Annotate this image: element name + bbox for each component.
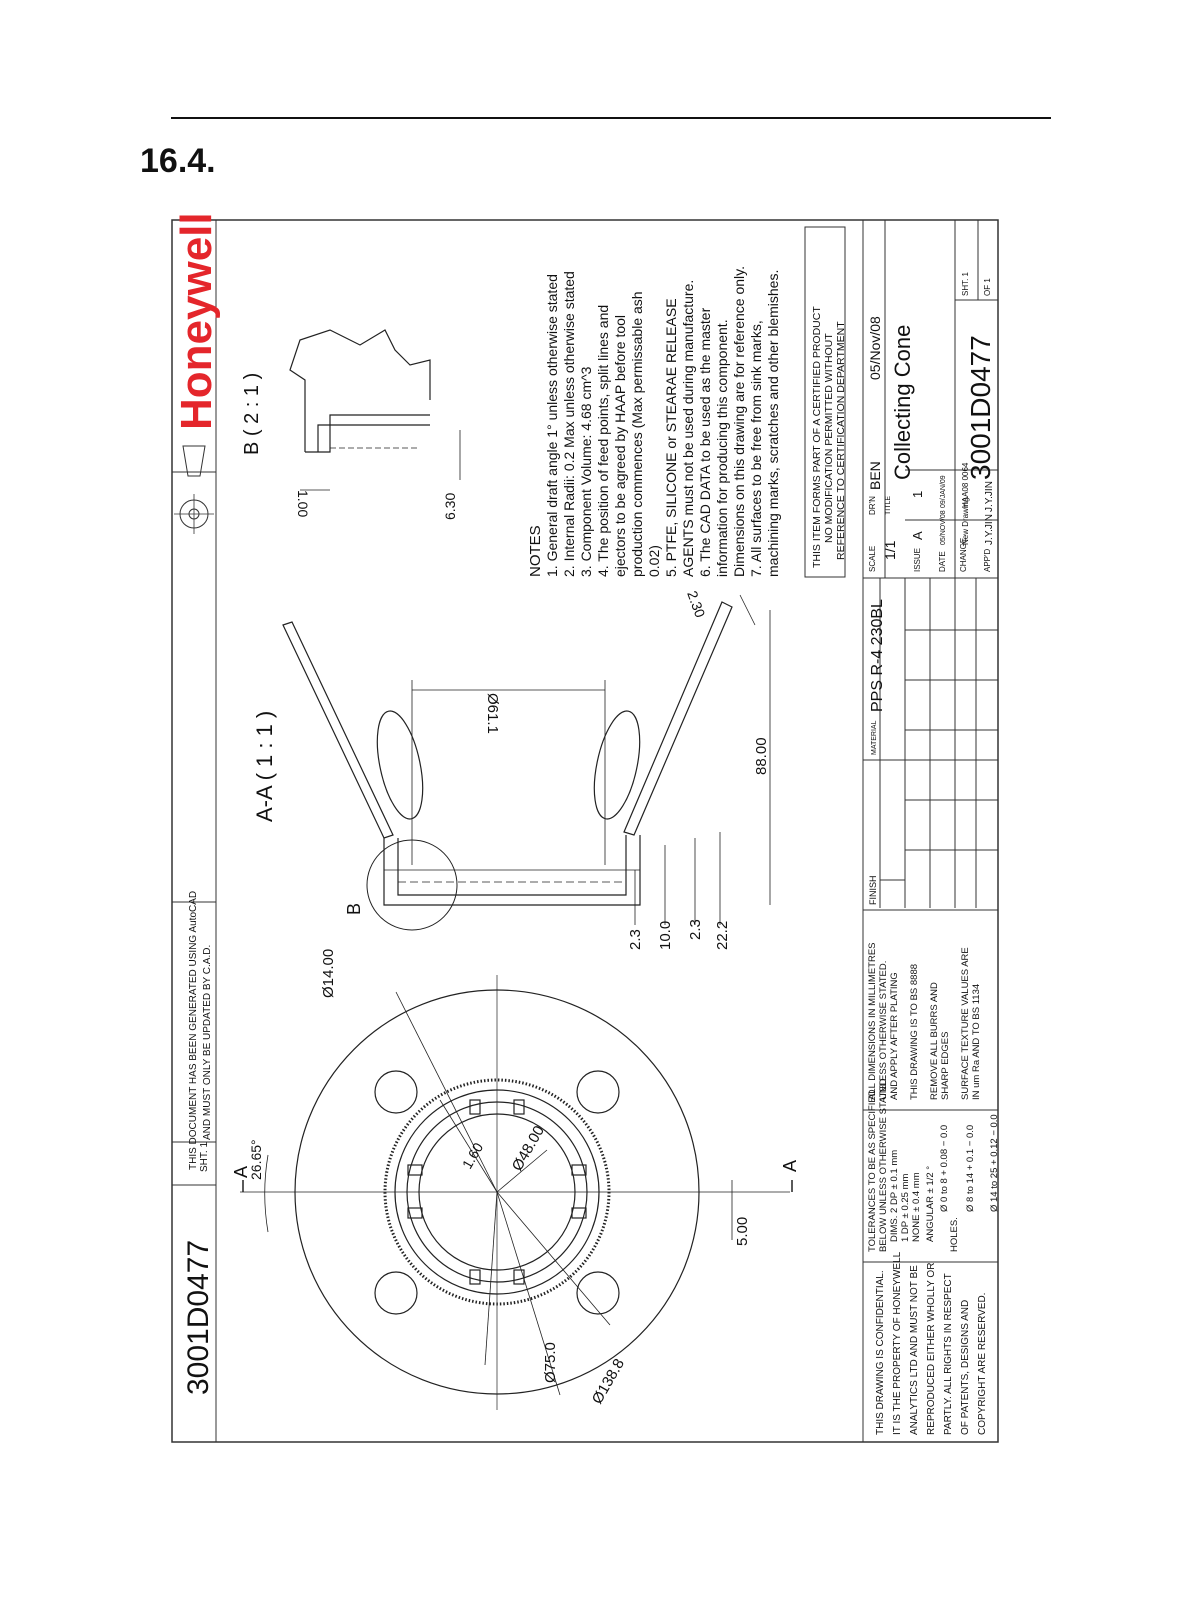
svg-text:SCALE: SCALE (868, 545, 877, 572)
svg-text:AND APPLY AFTER PLATING: AND APPLY AFTER PLATING (889, 972, 900, 1100)
svg-text:Dimensions on this drawing are: Dimensions on this drawing are for reference only. (731, 265, 747, 577)
dim-10 (657, 921, 674, 950)
svg-text:A: A (780, 1159, 800, 1172)
svg-text:NONE ± 0.4 mm: NONE ± 0.4 mm (911, 1172, 922, 1242)
scale-label (868, 546, 877, 572)
svg-text:B ( 2 : 1 ): B ( 2 : 1 ) (241, 372, 263, 455)
drawn-date (867, 316, 883, 380)
header-sheet (199, 1142, 210, 1172)
svg-text:HOLES.: HOLES. (949, 1217, 960, 1252)
mount-hole (375, 1071, 417, 1113)
svg-text:ALL DIMENSIONS IN MILLIMETRES: ALL DIMENSIONS IN MILLIMETRES (867, 942, 878, 1100)
dim-d1-60 (459, 1140, 487, 1172)
svg-text:A: A (231, 1165, 251, 1178)
certified-text (811, 306, 847, 568)
svg-text:Ø 0 to 8 + 0.08 − 0.0: Ø 0 to 8 + 0.08 − 0.0 (939, 1124, 950, 1212)
svg-text:1.00: 1.00 (295, 490, 311, 518)
svg-text:22.2: 22.2 (714, 920, 731, 950)
rev-1-date (940, 475, 947, 508)
svg-text:Ø138.8: Ø138.8 (588, 1355, 629, 1407)
mount-hole (375, 1272, 417, 1314)
svg-text:2.3: 2.3 (687, 919, 704, 940)
confidential-text (875, 1251, 988, 1435)
svg-text:2. Internal Radii: 0.2 Max unl: 2. Internal Radii: 0.2 Max unless otherwise stated (561, 271, 577, 577)
svg-text:information for producing this: information for producing this component. (714, 319, 730, 577)
svg-text:5. PTFE, SILICONE or STEARAE R: 5. PTFE, SILICONE or STEARAE RELEASE (663, 298, 679, 577)
dim-2-3a (627, 929, 644, 950)
svg-text:OF 1: OF 1 (983, 278, 992, 296)
rev-a-date (940, 510, 947, 545)
svg-text:COPYRIGHT ARE RESERVED.: COPYRIGHT ARE RESERVED. (977, 1292, 988, 1435)
svg-text:2.3: 2.3 (627, 929, 644, 950)
svg-text:production commences (Max perm: production commences (Max permissable ash (629, 291, 645, 577)
section-number: 16.4. (140, 142, 216, 180)
dim-1-00 (295, 490, 311, 517)
svg-text:MATERIAL: MATERIAL (871, 720, 878, 755)
dim-d138 (589, 1356, 628, 1407)
svg-text:Ø75.0: Ø75.0 (542, 1342, 559, 1383)
svg-text:UNLESS OTHERWISE STATED.: UNLESS OTHERWISE STATED. (878, 960, 889, 1100)
svg-text:Ø14.00: Ø14.00 (320, 948, 337, 998)
svg-text:TITLE: TITLE (885, 495, 892, 515)
svg-text:TOLERANCES TO BE AS SPECIFIED: TOLERANCES TO BE AS SPECIFIED (867, 1089, 878, 1252)
dim-d48 (509, 1123, 548, 1174)
section-view (283, 595, 770, 930)
svg-text:SURFACE TEXTURE VALUES ARE: SURFACE TEXTURE VALUES ARE (960, 947, 971, 1100)
rev-label-appd (983, 548, 992, 572)
svg-text:Ø 14 to 25 + 0.12 − 0.0: Ø 14 to 25 + 0.12 − 0.0 (989, 1114, 1000, 1212)
svg-text:88.00: 88.00 (753, 737, 770, 775)
svg-text:7. All surfaces to be free fro: 7. All surfaces to be free from sink marks, (748, 320, 764, 577)
rev-1-issue (910, 491, 925, 498)
title-drawing-number (965, 335, 996, 480)
header-drawing-number (182, 1240, 215, 1395)
sheet-of (961, 271, 970, 296)
svg-text:1/1: 1/1 (882, 540, 898, 560)
svg-text:A-A ( 1 : 1 ): A-A ( 1 : 1 ) (252, 710, 277, 822)
general-notes-text (867, 943, 982, 1101)
svg-text:DATE: DATE (938, 551, 947, 572)
svg-text:HAA08 0064: HAA08 0064 (961, 462, 970, 508)
svg-text:05/NOV/08: 05/NOV/08 (940, 510, 947, 545)
svg-text:SHT. 1: SHT. 1 (961, 271, 970, 296)
dim-2-3b (687, 919, 704, 940)
svg-text:J.Y.JIN: J.Y.JIN (984, 514, 995, 545)
svg-text:APP'D: APP'D (983, 548, 992, 572)
scale-value (882, 540, 898, 560)
svg-text:2.30: 2.30 (684, 588, 709, 620)
svg-text:IN um Ra AND TO BS 1134: IN um Ra AND TO BS 1134 (971, 983, 982, 1100)
svg-text:Collecting Cone: Collecting Cone (890, 324, 915, 480)
svg-text:PARTLY. ALL RIGHTS IN RESPECT: PARTLY. ALL RIGHTS IN RESPECT (943, 1273, 954, 1435)
svg-text:OF PATENTS, DESIGNS AND: OF PATENTS, DESIGNS AND (960, 1299, 971, 1435)
mount-hole (577, 1071, 619, 1113)
projection-symbol-icon (174, 446, 214, 534)
rev-label-issue (913, 548, 922, 572)
svg-text:PPS R-4 230BL: PPS R-4 230BL (869, 599, 886, 712)
rev-a-issue (910, 531, 925, 540)
svg-text:A: A (910, 531, 925, 540)
svg-text:SHT. 1: SHT. 1 (199, 1141, 210, 1172)
honeywell-logo (172, 212, 221, 430)
title-label (885, 496, 892, 515)
svg-text:REFERENCE TO CERTIFICATION DEP: REFERENCE TO CERTIFICATION DEPARTMENT (835, 321, 847, 560)
detail-view-title (241, 373, 263, 455)
svg-text:AGENTS must not be used during: AGENTS must not be used during manufacture. (680, 279, 696, 577)
dim-2-30 (684, 589, 708, 620)
svg-text:Ø48.00: Ø48.00 (508, 1122, 549, 1174)
rev-1-appd (984, 481, 995, 512)
svg-text:ANALYTICS LTD AND MUST NOT BE: ANALYTICS LTD AND MUST NOT BE (909, 1265, 920, 1435)
drawing-title (890, 325, 915, 480)
detail-marker (344, 903, 364, 915)
material-label (871, 720, 878, 755)
svg-text:Ø 8 to 14 + 0.1 − 0.0: Ø 8 to 14 + 0.1 − 0.0 (965, 1124, 976, 1212)
svg-text:3001D0477: 3001D0477 (182, 1239, 215, 1395)
dim-d14 (320, 949, 337, 998)
svg-text:3. Component Volume: 4.68 cm^3: 3. Component Volume: 4.68 cm^3 (578, 366, 594, 577)
drn-label (868, 496, 877, 515)
svg-text:New Drawing: New Drawing (961, 497, 970, 545)
svg-text:ISSUE: ISSUE (913, 547, 922, 572)
dim-d5 (734, 1217, 751, 1246)
rev-a-appd (984, 514, 995, 545)
drawn-by (867, 461, 883, 490)
svg-text:3001D0477: 3001D0477 (965, 335, 996, 480)
svg-text:ANGULAR ± 1/2 °: ANGULAR ± 1/2 ° (925, 1165, 936, 1242)
dim-22-2 (714, 921, 731, 950)
svg-text:4. The position of feed points: 4. The position of feed points, split lines and (595, 304, 611, 577)
svg-text:THIS ITEM FORMS PART OF A CERT: THIS ITEM FORMS PART OF A CERTIFIED PRODUCT (811, 306, 823, 568)
svg-text:BEN: BEN (867, 461, 883, 490)
svg-text:machining marks, scratches and: machining marks, scratches and other blemishes. (765, 269, 781, 577)
svg-text:Honeywell: Honeywell (172, 212, 221, 430)
svg-text:0.02): 0.02) (646, 545, 662, 577)
svg-text:IT IS THE PROPERTY OF HONEYWEL: IT IS THE PROPERTY OF HONEYWELL (892, 1251, 903, 1435)
section-marker-bottom (780, 1160, 800, 1172)
svg-text:6. The CAD DATA to be used as: 6. The CAD DATA to be used as the master (697, 307, 713, 577)
finish-label (868, 875, 878, 905)
svg-text:1 DP ± 0.25 mm: 1 DP ± 0.25 mm (900, 1173, 911, 1242)
svg-text:FINISH: FINISH (868, 875, 878, 905)
svg-text:THIS DRAWING IS CONFIDENTIAL.: THIS DRAWING IS CONFIDENTIAL. (875, 1270, 886, 1435)
svg-text:NO MODIFICATION PERMITTED WITH: NO MODIFICATION PERMITTED WITHOUT (823, 333, 835, 543)
svg-text:Ø61.1: Ø61.1 (484, 693, 501, 734)
svg-text:CHANGE: CHANGE (959, 537, 968, 572)
svg-text:05/Nov/08: 05/Nov/08 (867, 316, 883, 380)
svg-text:AND MUST ONLY BE UPDATED BY C.: AND MUST ONLY BE UPDATED BY C.A.D. (202, 944, 213, 1140)
svg-text:ejectors to be agreed by HAAP: ejectors to be agreed by HAAP before tool (612, 314, 628, 577)
svg-text:THIS DOCUMENT HAS BEEN GENERAT: THIS DOCUMENT HAS BEEN GENERATED USING AutoCAD (188, 890, 199, 1170)
cad-notice (188, 891, 213, 1170)
front-view (240, 975, 792, 1410)
detail-view (290, 330, 460, 490)
dim-angle (248, 1139, 264, 1180)
svg-text:SHARP EDGES: SHARP EDGES (940, 1031, 951, 1100)
svg-text:09/JAN/09: 09/JAN/09 (940, 475, 947, 508)
notes-title: NOTES (527, 525, 544, 577)
svg-text:26.65°: 26.65° (248, 1139, 264, 1180)
dim-6-30 (442, 493, 458, 520)
dim-d75 (542, 1342, 559, 1383)
dim-d61-1 (484, 693, 501, 734)
svg-text:B: B (344, 902, 364, 915)
svg-text:1: 1 (910, 490, 925, 498)
svg-text:DIMS. 2 DP ± 0.1 mm: DIMS. 2 DP ± 0.1 mm (889, 1149, 900, 1242)
section-view-title (252, 711, 277, 822)
rev-label-date (938, 551, 947, 572)
svg-text:DR'N: DR'N (868, 496, 877, 515)
svg-text:1. General draft angle 1° unle: 1. General draft angle 1° unless otherwise stated (544, 274, 560, 577)
material-value (869, 599, 886, 712)
svg-text:BELOW UNLESS OTHERWISE STATED.: BELOW UNLESS OTHERWISE STATED. (878, 1075, 889, 1252)
notes-block (527, 266, 781, 577)
sheet-total (983, 278, 992, 296)
svg-text:6.30: 6.30 (442, 492, 458, 520)
rev-1-change (961, 462, 970, 508)
svg-text:J.Y.JIN: J.Y.JIN (984, 481, 995, 512)
svg-text:5.00: 5.00 (734, 1216, 751, 1246)
tolerances-text (867, 1076, 1000, 1252)
svg-text:THIS DRAWING IS TO BS 8888: THIS DRAWING IS TO BS 8888 (909, 963, 920, 1100)
svg-text:REPRODUCED EITHER WHOLLY OR: REPRODUCED EITHER WHOLLY OR (926, 1262, 937, 1435)
svg-text:REMOVE ALL BURRS AND: REMOVE ALL BURRS AND (929, 982, 940, 1100)
dim-88 (753, 737, 770, 775)
svg-text:1.60: 1.60 (458, 1139, 487, 1172)
svg-text:10.0: 10.0 (657, 920, 674, 950)
